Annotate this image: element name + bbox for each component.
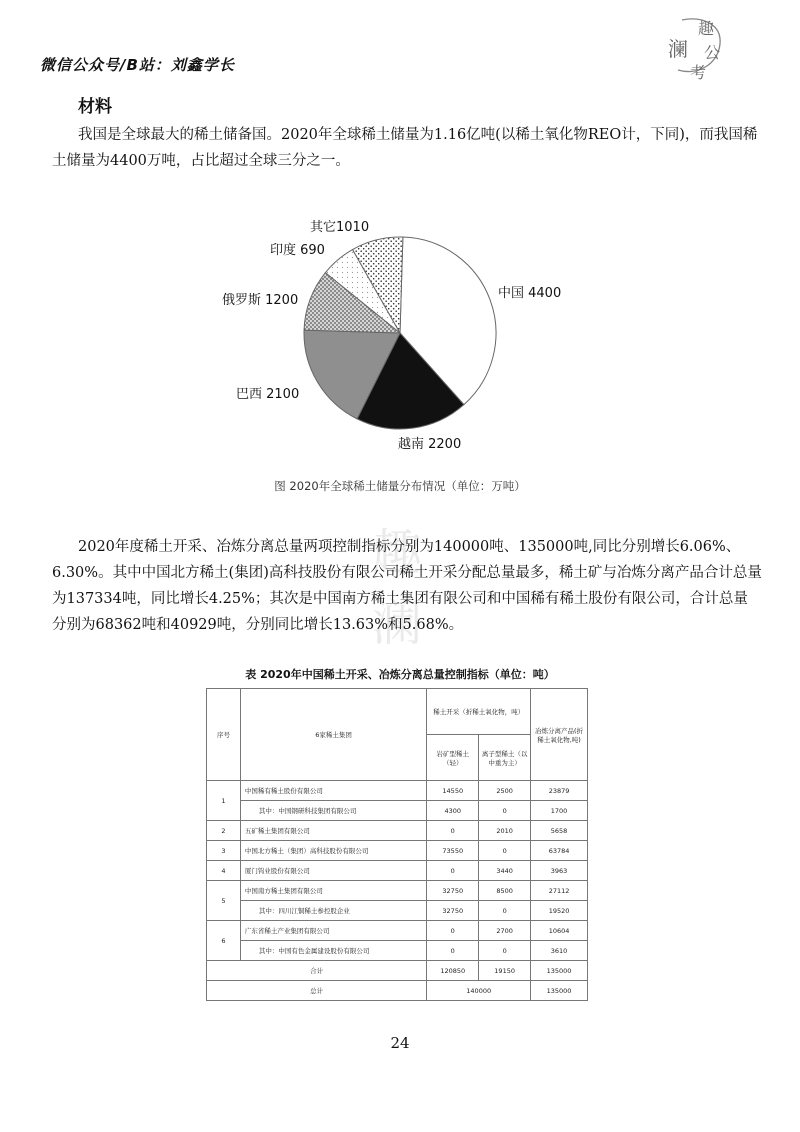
- total-mining: 140000: [427, 981, 531, 1001]
- group-name: 中国南方稀土集团有限公司: [240, 881, 426, 901]
- table-title: 表 2020年中国稀土开采、冶炼分离总量控制指标（单位：吨）: [245, 668, 555, 681]
- brand-logo: [662, 14, 732, 84]
- smelt-value: 3610: [531, 941, 588, 961]
- group-name: 其中：四川江铜稀土参控股企业: [240, 901, 426, 921]
- material-heading: 材料: [78, 97, 112, 117]
- group-name: 厦门钨业股份有限公司: [240, 861, 426, 881]
- header-seq: 序号: [207, 689, 241, 781]
- rock-value: 0: [427, 821, 479, 841]
- table-row: [207, 921, 588, 941]
- ion-value: 8500: [479, 881, 531, 901]
- rock-value: 4300: [427, 801, 479, 821]
- total-smelt: 135000: [531, 981, 588, 1001]
- rock-value: 32750: [427, 901, 479, 921]
- rock-value: 0: [427, 861, 479, 881]
- smelt-value: 5658: [531, 821, 588, 841]
- page-number: 24: [390, 1034, 410, 1052]
- table-row: [207, 841, 588, 861]
- subtotal-smelt: 135000: [531, 961, 588, 981]
- pie-label-4: 印度 690: [270, 243, 325, 258]
- header-smelt: 冶炼分离产品(折稀土氧化物,吨): [531, 689, 588, 781]
- svg-text:公: 公: [704, 43, 721, 62]
- header-group: 6家稀土集团: [240, 689, 426, 781]
- ion-value: 2500: [479, 781, 531, 801]
- ion-value: 3440: [479, 861, 531, 881]
- seq-cell: 3: [207, 841, 241, 861]
- subtotal-ion: 19150: [479, 961, 531, 981]
- seq-cell: 5: [207, 881, 241, 921]
- pie-label-1: 越南 2200: [398, 437, 462, 452]
- smelt-value: 19520: [531, 901, 588, 921]
- table-header-row: [207, 689, 588, 735]
- smelt-value: 63784: [531, 841, 588, 861]
- ion-value: 2010: [479, 821, 531, 841]
- quota-paragraph: 2020年度稀土开采、冶炼分离总量两项控制指标分别为140000吨、135000吨,同比分别增长6.06%、6.30%。其中中国北方稀土(集团)高科技股份有限公司稀土开采分配总量最多，稀土矿与冶炼分离产品合计总量为137334吨，同比增长4.25%；其次是中国南方稀土集团有限公司和中国稀有稀土股份有限公司，合计总量分别为68362吨和40929吨，分别同比增长13.63%和5.68%。: [52, 539, 762, 633]
- svg-text:考: 考: [690, 63, 707, 82]
- smelt-value: 1700: [531, 801, 588, 821]
- rock-value: 0: [427, 921, 479, 941]
- ion-value: 0: [479, 901, 531, 921]
- table-row: [207, 941, 588, 961]
- group-name: 广东省稀土产业集团有限公司: [240, 921, 426, 941]
- ion-value: 0: [479, 801, 531, 821]
- pie-chart-svg: [222, 210, 590, 468]
- seq-cell: 6: [207, 921, 241, 961]
- svg-text:澜: 澜: [372, 594, 422, 652]
- smelt-value: 10604: [531, 921, 588, 941]
- table-row: [207, 801, 588, 821]
- group-name: 五矿稀土集团有限公司: [240, 821, 426, 841]
- pie-label-0: 中国 4400: [498, 286, 562, 301]
- ion-value: 0: [479, 941, 531, 961]
- pie-label-3: 俄罗斯 1200: [222, 293, 299, 308]
- smelt-value: 3963: [531, 861, 588, 881]
- rock-value: 14550: [427, 781, 479, 801]
- table-row: [207, 821, 588, 841]
- header-ion: 离子型稀土（以中重为主）: [479, 735, 531, 781]
- group-name: 中国稀有稀土股份有限公司: [240, 781, 426, 801]
- group-name: 其中：中国有色金属建设股份有限公司: [240, 941, 426, 961]
- rock-value: 0: [427, 941, 479, 961]
- pie-chart: [222, 210, 590, 468]
- header-rock: 岩矿型稀土（轻）: [427, 735, 479, 781]
- seq-cell: 1: [207, 781, 241, 821]
- source-header: 微信公众号/B站：刘鑫学长: [40, 56, 235, 74]
- total-row: [207, 981, 588, 1001]
- table-row: [207, 881, 588, 901]
- group-name: 中国北方稀土（集团）高科技股份有限公司: [240, 841, 426, 861]
- table-row: [207, 781, 588, 801]
- seq-cell: 2: [207, 821, 241, 841]
- smelt-value: 23879: [531, 781, 588, 801]
- ion-value: 0: [479, 841, 531, 861]
- svg-text:澜: 澜: [668, 37, 688, 61]
- svg-text:趣: 趣: [372, 524, 422, 582]
- subtotal-label: 合计: [207, 961, 427, 981]
- quota-table: [206, 688, 588, 1001]
- pie-label-2: 巴西 2100: [236, 387, 300, 402]
- table-row: [207, 861, 588, 881]
- chart-caption: 图 2020年全球稀土储量分布情况（单位：万吨）: [274, 479, 526, 493]
- group-name: 其中：中国钢研科技集团有限公司: [240, 801, 426, 821]
- rock-value: 73550: [427, 841, 479, 861]
- subtotal-row: [207, 961, 588, 981]
- ion-value: 2700: [479, 921, 531, 941]
- seq-cell: 4: [207, 861, 241, 881]
- rock-value: 32750: [427, 881, 479, 901]
- total-label: 总计: [207, 981, 427, 1001]
- intro-paragraph: 我国是全球最大的稀土储备国。2020年全球稀土储量为1.16亿吨(以稀土氧化物REO计，下同)，而我国稀土储量为4400万吨，占比超过全球三分之一。: [52, 127, 758, 169]
- subtotal-rock: 120850: [427, 961, 479, 981]
- pie-label-5: 其它1010: [310, 220, 370, 235]
- table-row: [207, 901, 588, 921]
- smelt-value: 27112: [531, 881, 588, 901]
- header-mining: 稀土开采（折稀土氧化物，吨）: [427, 689, 531, 735]
- svg-text:趣: 趣: [698, 19, 715, 38]
